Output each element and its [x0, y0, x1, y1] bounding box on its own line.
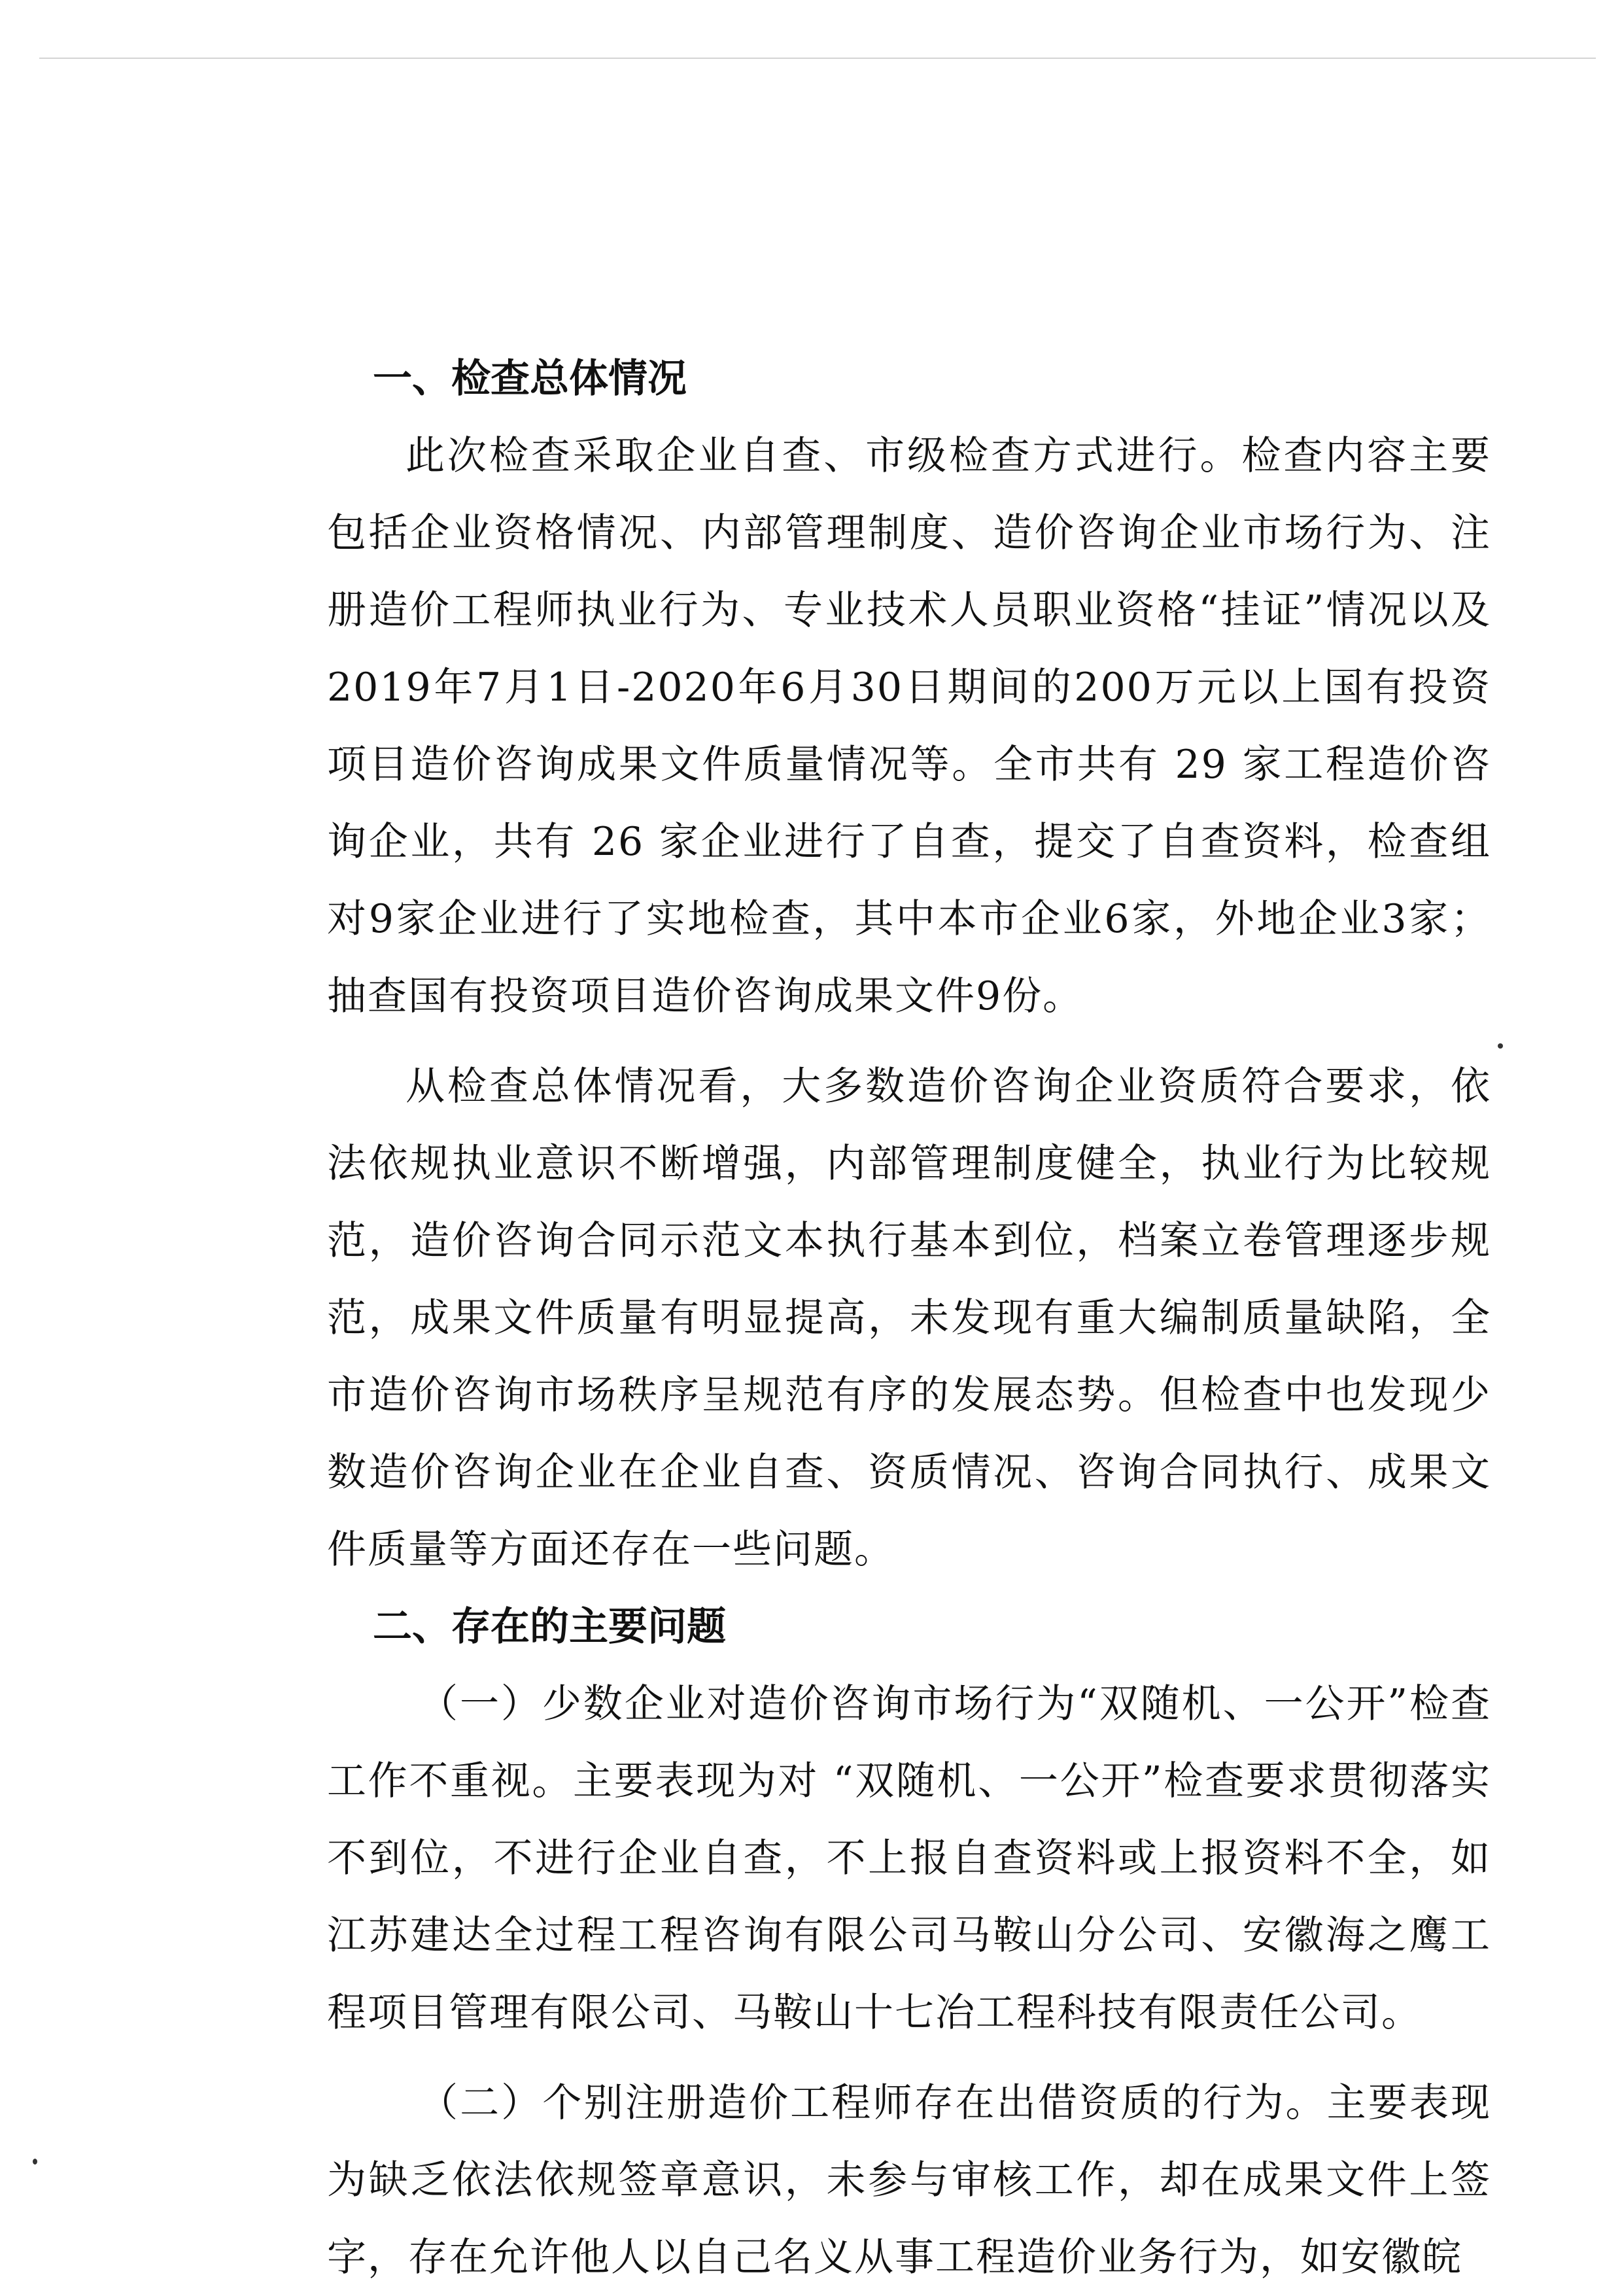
- scan-speck: [33, 2159, 37, 2165]
- section-1-paragraph-2: 从检查总体情况看，大多数造价咨询企业资质符合要求，依法依规执业意识不断增强，内部管理制度健全，执业行为比较规范，造价咨询合同示范文本执行基本到位，档案立卷管理逐步规范，成果文件质量有明显提高，未发现有重大编制质量缺陷，全市造价咨询市场秩序呈规范有序的发展态势。但检查中也发现少数造价咨询企业在企业自查、资质情况、咨询合同执行、成果文件质量等方面还存在一些问题。: [327, 1064, 1491, 1573]
- section-2-heading: 二、存在的主要问题: [373, 1604, 726, 1650]
- section-2-paragraph-1: （一）少数企业对造价咨询市场行为“双随机、一公开”检查工作不重视。主要表现为对 “双随机、一公开”检查要求贯彻落实不到位，不进行企业自查，不上报自查资料或上报资料不全，如江苏建达全过程工程咨询有限公司马鞍山分公司、安徽海之鹰工程项目管理有限公司、马鞍山十七冶工程科技有限责任公司。: [327, 1681, 1491, 2036]
- scan-speck: [1498, 1043, 1503, 1049]
- section-2-paragraph-2: （二）个别注册造价工程师存在出借资质的行为。主要表现为缺乏依法依规签章意识，未参与审核工作，却在成果文件上签字，存在允许他人以自己名义从事工程造价业务行为，如安徽皖: [327, 2080, 1491, 2280]
- document-page: [327, 340, 1491, 2296]
- section-1-heading: 一、检查总体情况: [373, 356, 687, 402]
- section-1-paragraph-1: 此次检查采取企业自查、市级检查方式进行。检查内容主要包括企业资格情况、内部管理制度、造价咨询企业市场行为、注册造价工程师执业行为、专业技术人员职业资格“挂证”情况以及2019年7月1日-2020年6月30日期间的200万元以上国有投资项目造价咨询成果文件质量情况等。全市共有 29 家工程造价咨询企业，共有 26 家企业进行了自查，提交了自查资料，检查组对9家企业进行了实地检查，其中本市企业6家，外地企业3家；抽查国有投资项目造价咨询成果文件9份。: [327, 433, 1491, 1019]
- scan-edge-line: [39, 58, 1596, 59]
